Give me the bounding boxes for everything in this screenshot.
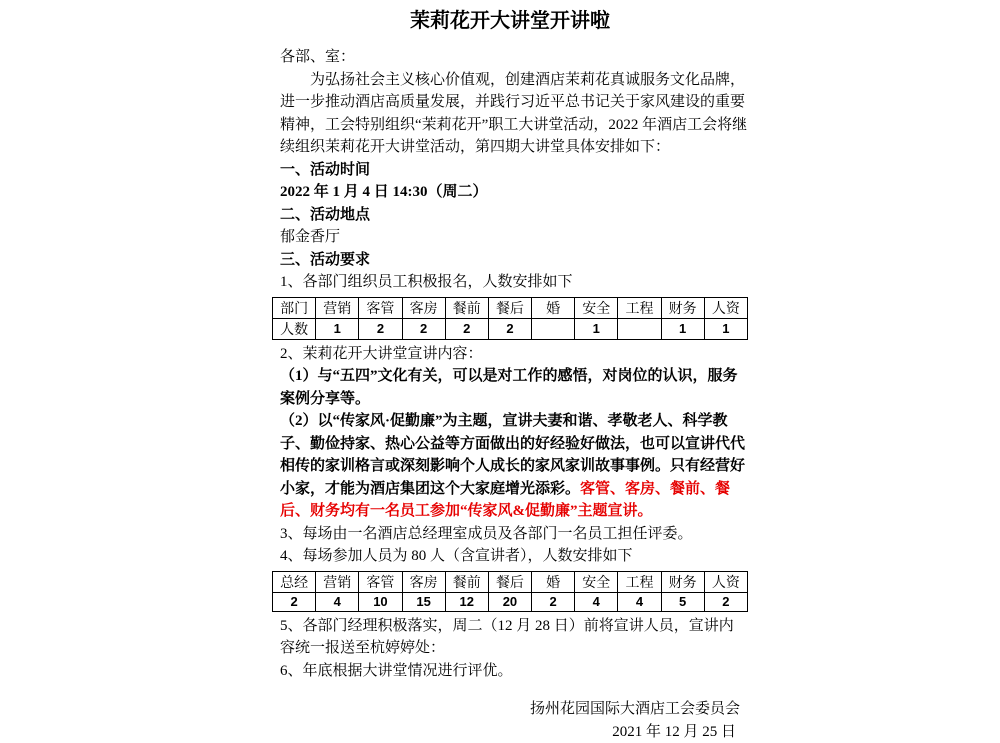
table-row-label: 人数 [273, 318, 316, 339]
table-header-cell: 人资 [704, 297, 747, 318]
table-value-cell: 10 [359, 592, 402, 611]
table-header-cell: 财务 [661, 297, 704, 318]
requirement-item-3: 3、每场由一名酒店总经理室成员及各部门一名员工担任评委。 [272, 523, 748, 546]
table-value-cell: 1 [316, 318, 359, 339]
table-header-cell: 餐后 [488, 297, 531, 318]
table-header-cell: 餐前 [445, 571, 488, 592]
table-value-cell: 4 [575, 592, 618, 611]
table-header-cell: 婚 [532, 571, 575, 592]
table-value-cell: 2 [445, 318, 488, 339]
table-value-cell: 12 [445, 592, 488, 611]
table-header-cell: 人资 [704, 571, 747, 592]
table-value-cell: 1 [575, 318, 618, 339]
requirement-item-5: 5、各部门经理积极落实，周二（12 月 28 日）前将宣讲人员，宣讲内容统一报送至杭婷婷处： [272, 615, 748, 660]
table-header-cell: 财务 [661, 571, 704, 592]
table-header-cell: 总经 [273, 571, 316, 592]
table-row [273, 318, 748, 339]
table-header-cell: 营销 [316, 297, 359, 318]
table-row [273, 297, 748, 318]
table-value-cell: 1 [704, 318, 747, 339]
content-point-2-highlight: 客管、客房、餐前、餐后、财务均有一名员工参加“传家风&促勤廉”主题宣讲。 [280, 481, 730, 520]
activity-place-value: 郁金香厅 [272, 226, 748, 249]
content-point-2 [272, 410, 748, 523]
table-header-cell: 餐后 [488, 571, 531, 592]
heading-activity-time: 一、活动时间 [272, 159, 748, 182]
table-header-cell: 餐前 [445, 297, 488, 318]
signature-date: 2021 年 12 月 25 日 [272, 721, 748, 743]
table-value-cell [532, 318, 575, 339]
document-title: 茉莉花开大讲堂开讲啦 [272, 8, 748, 34]
table-value-cell: 4 [618, 592, 661, 611]
table-header-cell: 营销 [316, 571, 359, 592]
table-value-cell: 2 [273, 592, 316, 611]
table-value-cell: 5 [661, 592, 704, 611]
heading-activity-requirements: 三、活动要求 [272, 249, 748, 272]
content-point-2-text: （2）以“传家风·促勤廉”为主题，宣讲夫妻和谐、孝敬老人、科学教子、勤俭持家、热心公益等方面做出的好经验好做法，也可以宣讲代代相传的家训格言或深刻影响个人成长的家风家训故事事例。只有经营好小家，才能为酒店集团这个大家庭增光添彩。 [280, 413, 745, 497]
table-value-cell: 2 [532, 592, 575, 611]
table-value-cell: 2 [704, 592, 747, 611]
table-value-cell: 20 [488, 592, 531, 611]
content-point-1: （1）与“五四”文化有关，可以是对工作的感悟，对岗位的认识，服务案例分享等。 [272, 365, 748, 410]
intro-paragraph: 为弘扬社会主义核心价值观，创建酒店茉莉花真诚服务文化品牌，进一步推动酒店高质量发展，并践行习近平总书记关于家风建设的重要精神，工会特别组织“茉莉花开”职工大讲堂活动，2022 年酒店工会将继续组织茉莉花开大讲堂活动，第四期大讲堂具体安排如下： [272, 69, 748, 159]
table-value-cell: 2 [359, 318, 402, 339]
requirement-item-1: 1、各部门组织员工积极报名，人数安排如下 [272, 271, 748, 294]
table-header-cell: 客管 [359, 297, 402, 318]
table-header-cell: 婚 [532, 297, 575, 318]
table-row [273, 592, 748, 611]
requirement-item-2: 2、茉莉花开大讲堂宣讲内容： [272, 343, 748, 366]
table-header-cell: 工程 [618, 297, 661, 318]
table-header-cell: 客房 [402, 297, 445, 318]
heading-activity-place: 二、活动地点 [272, 204, 748, 227]
requirement-item-4: 4、每场参加人员为 80 人（含宣讲者），人数安排如下 [272, 545, 748, 568]
table-header-cell: 安全 [575, 297, 618, 318]
table-value-cell: 15 [402, 592, 445, 611]
table-header-cell: 客房 [402, 571, 445, 592]
activity-time-value: 2022 年 1 月 4 日 14:30（周二） [272, 181, 748, 204]
table-value-cell: 4 [316, 592, 359, 611]
attendance-count-table [272, 571, 748, 612]
requirement-item-6: 6、年底根据大讲堂情况进行评优。 [272, 660, 748, 683]
signup-count-table [272, 297, 748, 340]
table-value-cell: 2 [488, 318, 531, 339]
table-header-cell: 部门 [273, 297, 316, 318]
document-content [272, 6, 748, 743]
table-value-cell: 2 [402, 318, 445, 339]
table-value-cell: 1 [661, 318, 704, 339]
table-row [273, 571, 748, 592]
table-header-cell: 工程 [618, 571, 661, 592]
salutation: 各部、室： [272, 46, 748, 69]
signature-organization: 扬州花园国际大酒店工会委员会 [272, 698, 748, 721]
table-value-cell [618, 318, 661, 339]
table-header-cell: 客管 [359, 571, 402, 592]
table-header-cell: 安全 [575, 571, 618, 592]
